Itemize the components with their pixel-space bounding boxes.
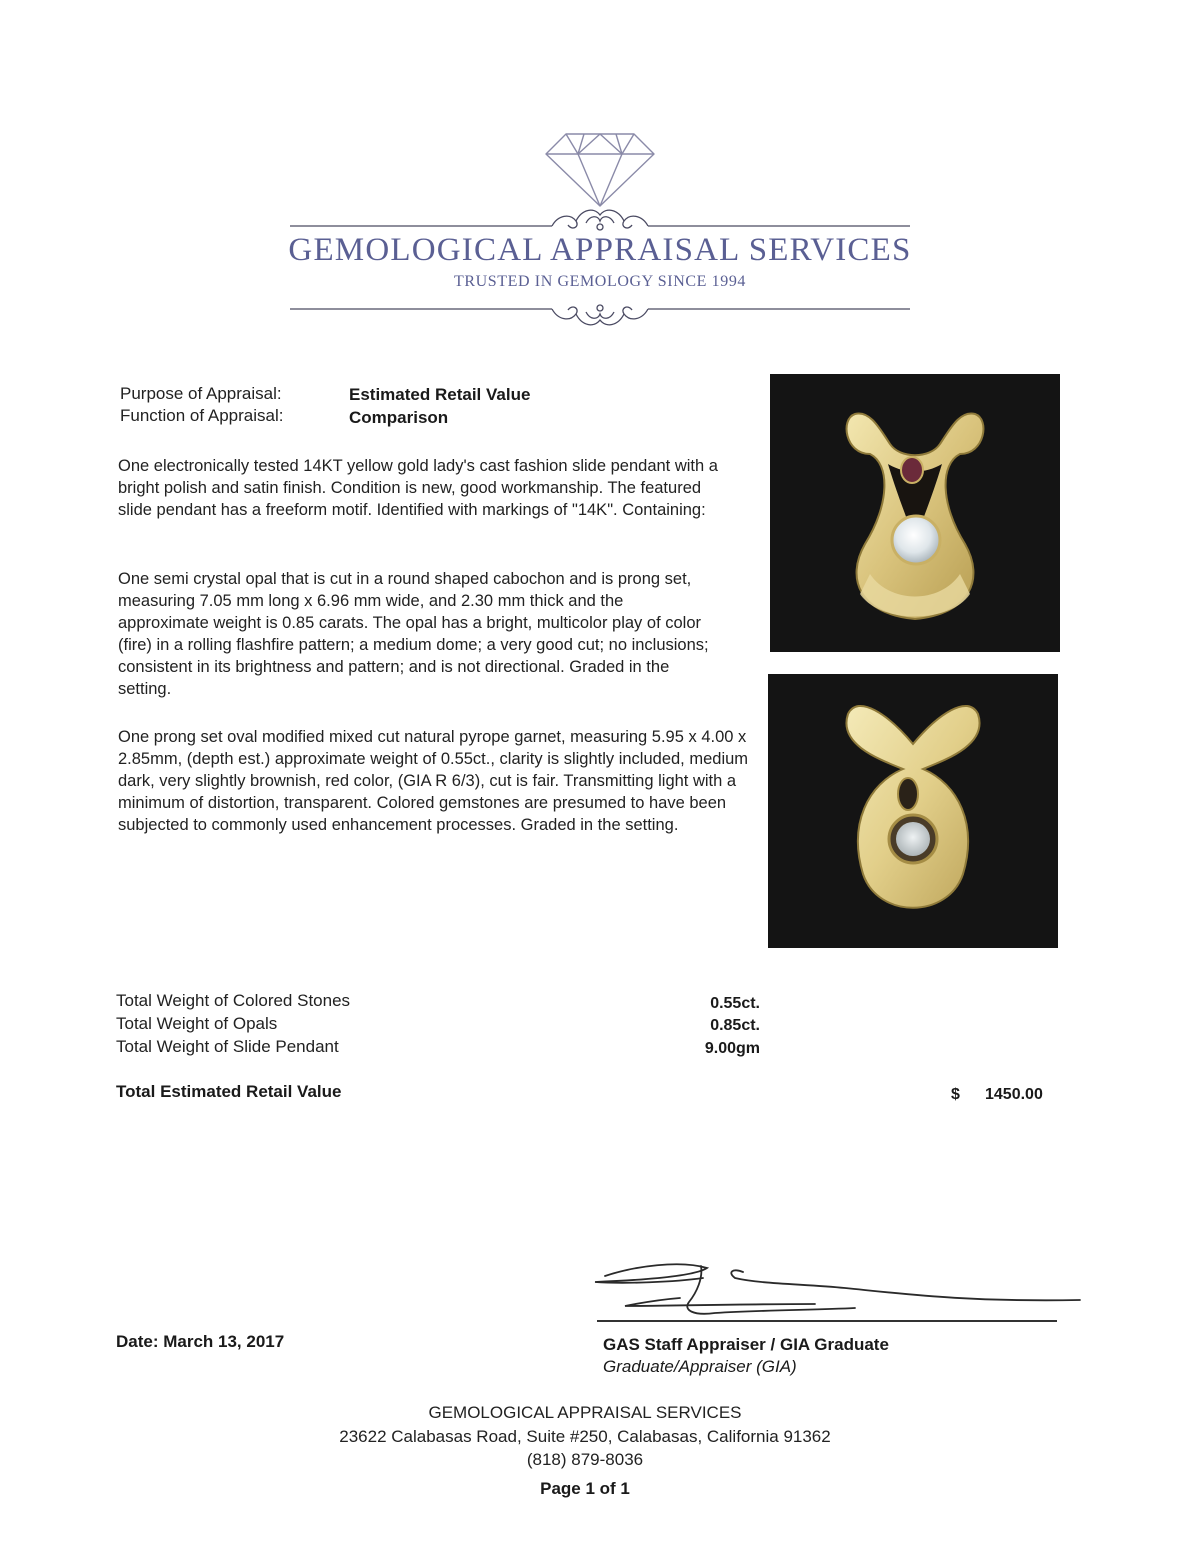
ornament-divider-top — [290, 205, 910, 235]
diamond-logo-icon — [544, 130, 656, 208]
total-colored-stones-label: Total Weight of Colored Stones — [116, 991, 351, 1010]
purpose-value: Estimated Retail Value — [349, 385, 531, 404]
total-opals-value: 0.85ct. — [710, 1017, 760, 1034]
opal-description-text: One semi crystal opal that is cut in a round shaped cabochon and is prong set, measuring 7.05 mm long x 6.96 mm wide, and 2.30 mm thick and the approximate weight is 0.85 carats. The opal has a bright, multicolor play of color (fire) in a rolling flashfire pattern; a medium dome; a very good cut; no inclusions; consistent in its brightness and pattern; and is not directional. Graded in the setting. — [118, 570, 709, 698]
garnet-description — [118, 726, 758, 836]
item-description-text: One electronically tested 14KT yellow gold lady's cast fashion slide pendant with a bright polish and satin finish. Condition is new, good workmanship. The featured slide pendant has a freeform motif. Identified with markings of "14K". Containing: — [118, 457, 718, 519]
function-label: Function of Appraisal: — [120, 406, 284, 425]
page-number: Page 1 of 1 — [540, 1479, 630, 1498]
total-opals-label: Total Weight of Opals — [116, 1014, 278, 1033]
footer-company: GEMOLOGICAL APPRAISAL SERVICES — [428, 1403, 742, 1422]
total-pendant-value: 9.00gm — [704, 1040, 760, 1057]
appraisal-date: Date: March 13, 2017 — [116, 1332, 285, 1351]
total-retail-currency: $ — [951, 1086, 960, 1103]
total-retail-label: Total Estimated Retail Value — [116, 1082, 342, 1101]
opal-description — [118, 568, 718, 700]
pendant-photo-back — [768, 674, 1058, 948]
total-retail-value: 1450.00 — [985, 1086, 1043, 1103]
signature-line — [597, 1320, 1057, 1322]
pendant-photo-front — [770, 374, 1060, 652]
pendant-back-image — [768, 674, 1058, 948]
total-colored-stones-value: 0.55ct. — [710, 995, 760, 1012]
appraiser-name: GAS Staff Appraiser / GIA Graduate — [603, 1335, 889, 1354]
footer-address: 23622 Calabasas Road, Suite #250, Calabasas, California 91362 — [339, 1427, 831, 1446]
function-value: Comparison — [349, 408, 449, 427]
appraiser-title: Graduate/Appraiser (GIA) — [603, 1357, 797, 1376]
company-name: GEMOLOGICAL APPRAISAL SERVICES — [288, 232, 912, 268]
total-pendant-label: Total Weight of Slide Pendant — [116, 1037, 339, 1056]
ornament-divider-bottom — [290, 296, 910, 330]
garnet-description-text: One prong set oval modified mixed cut natural pyrope garnet, measuring 5.95 x 4.00 x 2.85mm, (depth est.) approximate weight of 0.55ct., clarity is slightly included, medium dark, very slightly brownish, red color, (GIA R 6/3), cut is fair. Transmitting light with a minimum of distortion, transparent. Colored gemstones are presumed to have been subjected to commonly used enhancement processes. Graded in the setting. — [118, 728, 749, 834]
item-description — [118, 455, 718, 521]
footer-phone: (818) 879-8036 — [526, 1450, 644, 1469]
pendant-front-image — [770, 374, 1060, 652]
company-tagline: TRUSTED IN GEMOLOGY SINCE 1994 — [453, 273, 747, 290]
purpose-label: Purpose of Appraisal: — [120, 384, 282, 403]
